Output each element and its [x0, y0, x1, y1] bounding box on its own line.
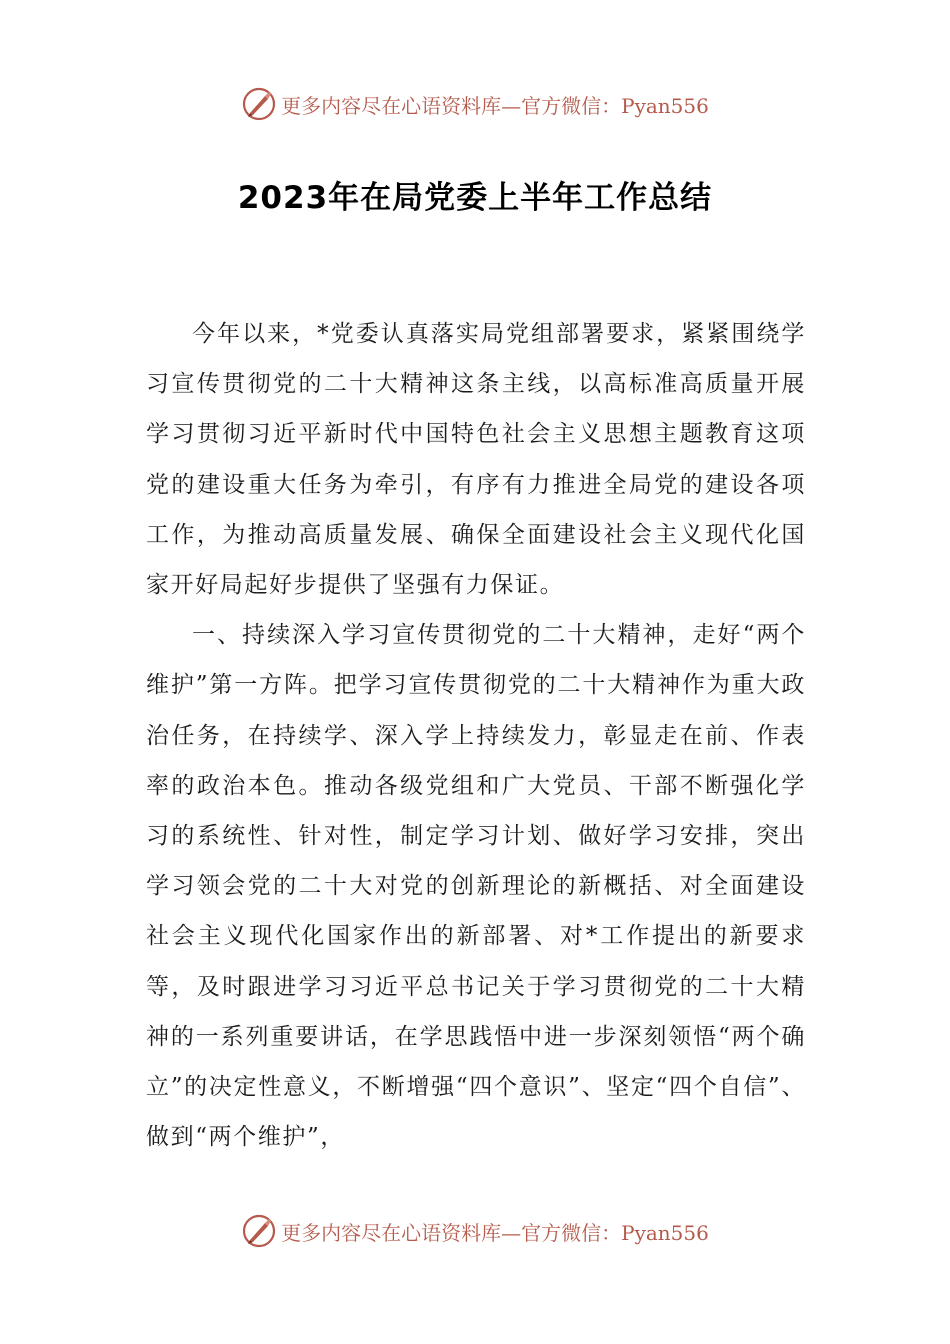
watermark-text: 更多内容尽在心语资料库—官方微信：Pyan556 — [281, 1220, 709, 1245]
watermark-text: 更多内容尽在心语资料库—官方微信：Pyan556 — [281, 93, 709, 118]
paragraph-section-1: 一、持续深入学习宣传贯彻党的二十大精神，走好“两个维护”第一方阵。把学习宣传贯彻党的二十大精神作为重大政治任务，在持续学、深入学上持续发力，彰显走在前、作表率的政治本色。推动各级党组和广大党员、干部不断强化学习的系统性、针对性，制定学习计划、做好学习安排，突出学习领会党的二十大对党的创新理论的新概括、对全面建设社会主义现代化国家作出的新部署、对*工作提出的新要求等，及时跟进学习习近平总书记关于学习贯彻党的二十大精神的一系列重要讲话，在学思践悟中进一步深刻领悟“两个确立”的决定性意义，不断增强“四个意识”、坚定“四个自信”、做到“两个维护”， — [146, 622, 806, 1151]
pen-quill-logo-icon — [241, 86, 277, 122]
footer-watermark — [0, 1211, 950, 1251]
header-watermark — [0, 84, 950, 124]
paragraph-intro: 今年以来，*党委认真落实局党组部署要求，紧紧围绕学习宣传贯彻党的二十大精神这条主线，以高标准高质量开展学习贯彻习近平新时代中国特色社会主义思想主题教育这项党的建设重大任务为牵引，有序有力推进全局党的建设各项工作，为推动高质量发展、确保全面建设社会主义现代化国家开好局起好步提供了坚强有力保证。 — [146, 321, 806, 599]
pen-quill-logo-icon — [241, 1213, 277, 1249]
document-title: 2023年在局党委上半年工作总结 — [237, 180, 713, 216]
document-body — [146, 309, 806, 1162]
